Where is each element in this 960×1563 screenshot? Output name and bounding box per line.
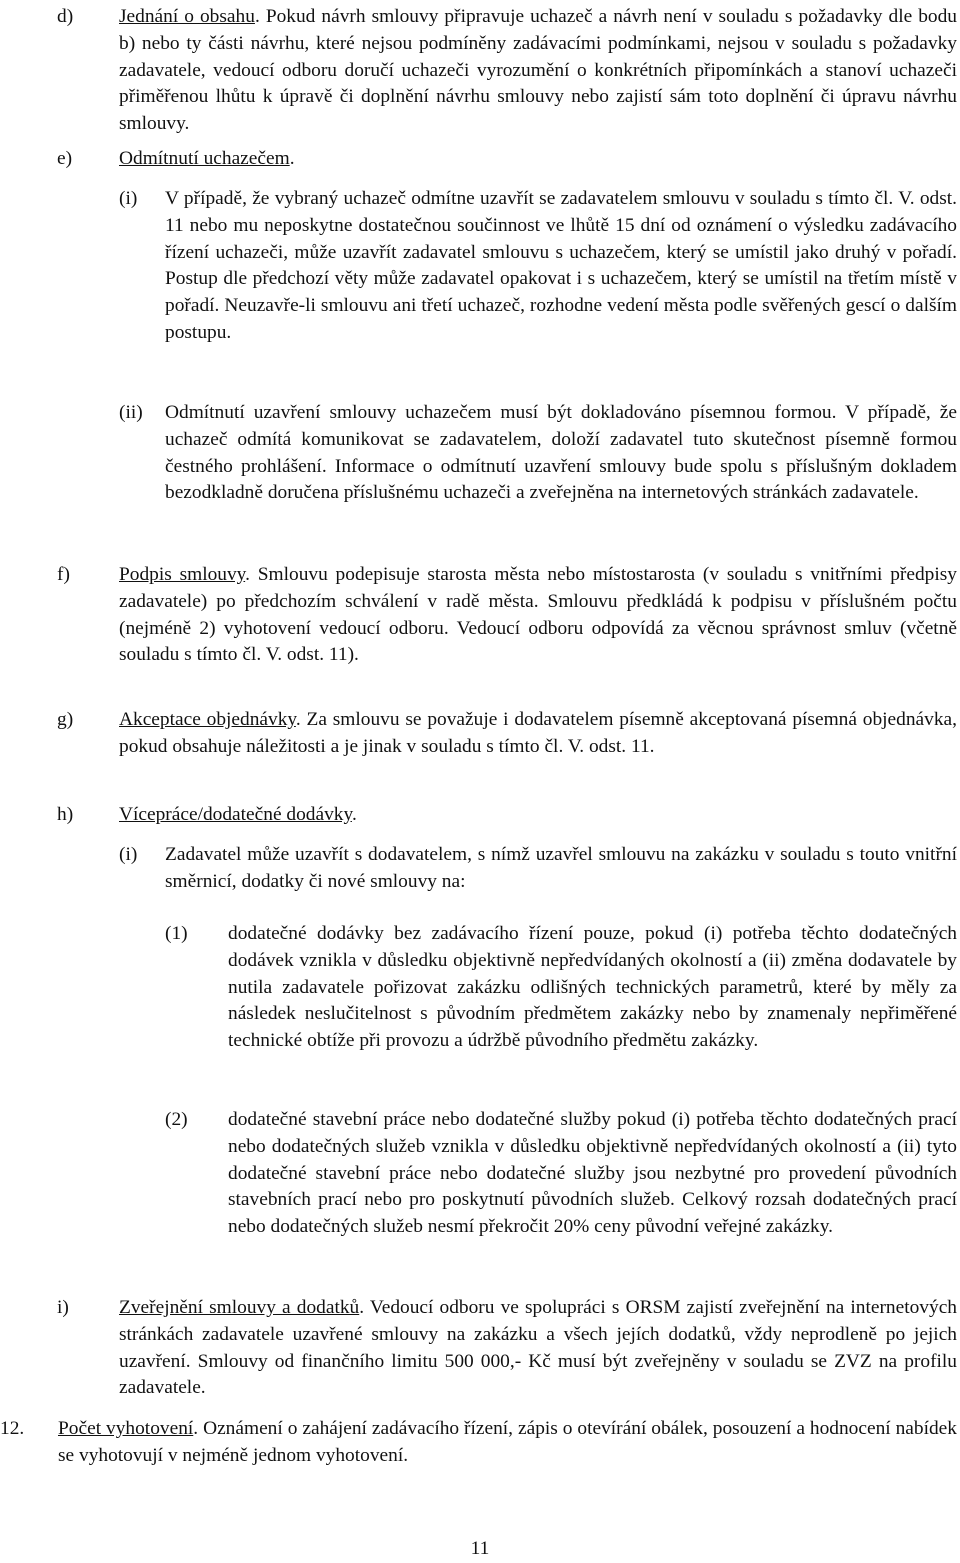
item-label-f: f) — [57, 564, 70, 585]
item-h-i-paragraph — [165, 842, 957, 896]
item-d-paragraph — [119, 4, 957, 138]
item-h-i-label: (i) — [119, 844, 138, 865]
item-label-h: h) — [57, 804, 74, 825]
item-e-i-label: (i) — [119, 188, 138, 209]
item-e-ii-label: (ii) — [119, 402, 143, 423]
section-12-text: . Oznámení o zahájení zadávacího řízení, zápis o otevírání obálek, posouzení a hodnocení nabídek se vyhotovují v nejméně jednom vyhotovení. — [58, 1418, 957, 1466]
item-d-text: . Pokud návrh smlouvy připravuje uchazeč a návrh není v souladu s požadavky dle bodu b) nebo ty části návrhu, které nejsou podmíněny zadávacími podmínkami, nejsou v souladu s požadavky zadavatele, vedoucí odboru doručí uchazeči vyrozumění o konkrétních připomínkách a stanoví uchazeči přiměřenou lhůtu k úpravě či doplnění návrhu smlouvy nebo zajistí sám toto doplnění či úpravu návrhu smlouvy. — [119, 6, 958, 135]
item-f-text: . Smlouvu podepisuje starosta města nebo místostarosta (v souladu s vnitřními předpisy zadavatele) po předchozím schválení v radě města. Smlouvu předkládá k podpisu v příslušném počtu (nejméně 2) vyhotovení vedoucí odboru. Vedoucí odboru odpovídá za věcnou správnost smluv (včetně souladu s tímto čl. V. odst. 11). — [119, 564, 957, 666]
item-g-text: . Za smlouvu se považuje i dodavatelem písemně akceptovaná písemná objednávka, pokud obsahuje náležitosti a je jinak v souladu s tímto čl. V. odst. 11. — [119, 709, 958, 757]
item-h-heading: Vícepráce/dodatečné dodávky — [119, 804, 352, 825]
item-h-2-paragraph — [228, 1107, 957, 1241]
section-12-heading: Počet vyhotovení — [58, 1418, 194, 1439]
item-h-1-text: dodatečné dodávky bez zadávacího řízení pouze, pokud (i) potřeba těchto dodatečných dodávek vznikla v důsledku objektivně nepředvídaných okolností a (ii) změna dodavatele by nutila zadavatele pořizovat zakázku odlišných technických parametrů, které by měly za následek neslučitelnost s původním předmětem zakázky nebo by znamenaly nepřiměřené technické obtíže při provozu a údržbě původního předmětu zakázky. — [228, 923, 957, 1052]
section-12-paragraph — [58, 1416, 957, 1470]
item-label-g: g) — [57, 709, 74, 730]
item-label-i: i) — [57, 1297, 69, 1318]
item-h-heading-line — [119, 802, 957, 829]
item-label-d: d) — [57, 6, 74, 27]
item-e-heading: Odmítnutí uchazečem — [119, 148, 290, 169]
item-h-2-text: dodatečné stavební práce nebo dodatečné služby pokud (i) potřeba těchto dodatečných prací nebo dodatečných služeb vznikla v důsledku objektivně nepředvídaných okolností a (ii) tyto dodatečné stavební práce nebo dodatečné služby jsou nezbytné pro provedení původních stavebních prací nebo pro poskytnutí původních služeb. Celkový rozsah dodatečných prací nebo dodatečných služeb nesmí překročit 20% ceny původní veřejné zakázky. — [228, 1109, 957, 1238]
item-e-i-paragraph — [165, 186, 957, 347]
item-label-e: e) — [57, 148, 73, 169]
item-h-1-label: (1) — [165, 923, 188, 944]
item-e-ii-text: Odmítnutí uzavření smlouvy uchazečem musí být dokladováno písemnou formou. V případě, že uchazeč odmítá komunikovat se zadavatelem, doloží zadavatel tuto skutečnost písemně formou čestného prohlášení. Informace o odmítnutí uzavření smlouvy bude spolu s příslušným dokladem bezodkladně doručena příslušnému uchazeči a zveřejněna na internetových stránkách zadavatele. — [165, 402, 957, 504]
item-i-paragraph — [119, 1295, 957, 1402]
section-12-label: 12. — [0, 1418, 25, 1439]
item-e-heading-dot: . — [289, 148, 295, 169]
page-number: 11 — [470, 1538, 490, 1559]
item-h-2-label: (2) — [165, 1109, 188, 1130]
item-g-paragraph — [119, 707, 957, 761]
item-e-ii-paragraph — [165, 400, 957, 507]
item-h-1-paragraph — [228, 921, 957, 1055]
item-h-i-text: Zadavatel může uzavřít s dodavatelem, s nímž uzavřel smlouvu na zakázku v souladu s touto vnitřní směrnicí, dodatky či nové smlouvy na: — [165, 844, 957, 892]
item-i-heading: Zveřejnění smlouvy a dodatků — [119, 1297, 360, 1318]
item-f-heading: Podpis smlouvy — [119, 564, 246, 585]
item-g-heading: Akceptace objednávky — [119, 709, 296, 730]
item-e-heading-line — [119, 146, 957, 173]
item-h-heading-dot: . — [351, 804, 357, 825]
item-d-heading: Jednání o obsahu — [119, 6, 255, 27]
item-i-text: . Vedoucí odboru ve spolupráci s ORSM zajistí zveřejnění na internetových stránkách zadavatele uzavřené smlouvy na zakázku a všech jejích dodatků, vždy neprodleně po jejich uzavření. Smlouvy od finančního limitu 500 000,- Kč musí být zveřejněny v souladu se ZVZ na profilu zadavatele. — [119, 1297, 957, 1399]
item-f-paragraph — [119, 562, 957, 669]
item-e-i-text: V případě, že vybraný uchazeč odmítne uzavřít se zadavatelem smlouvu v souladu s tímto čl. V. odst. 11 nebo mu neposkytne dostatečnou součinnost ve lhůtě 15 dní od oznámení o výsledku zadávacího řízení uchazeči, může uzavřít zadavatel smlouvu s uchazečem, který se umístil jako druhý v pořadí. Postup dle předchozí věty může zadavatel opakovat i s uchazečem, který se umístil na třetím místě v pořadí. Neuzavře-li smlouvu ani třetí uchazeč, rozhodne vedení města podle svěřených gescí o dalším postupu. — [165, 188, 957, 343]
